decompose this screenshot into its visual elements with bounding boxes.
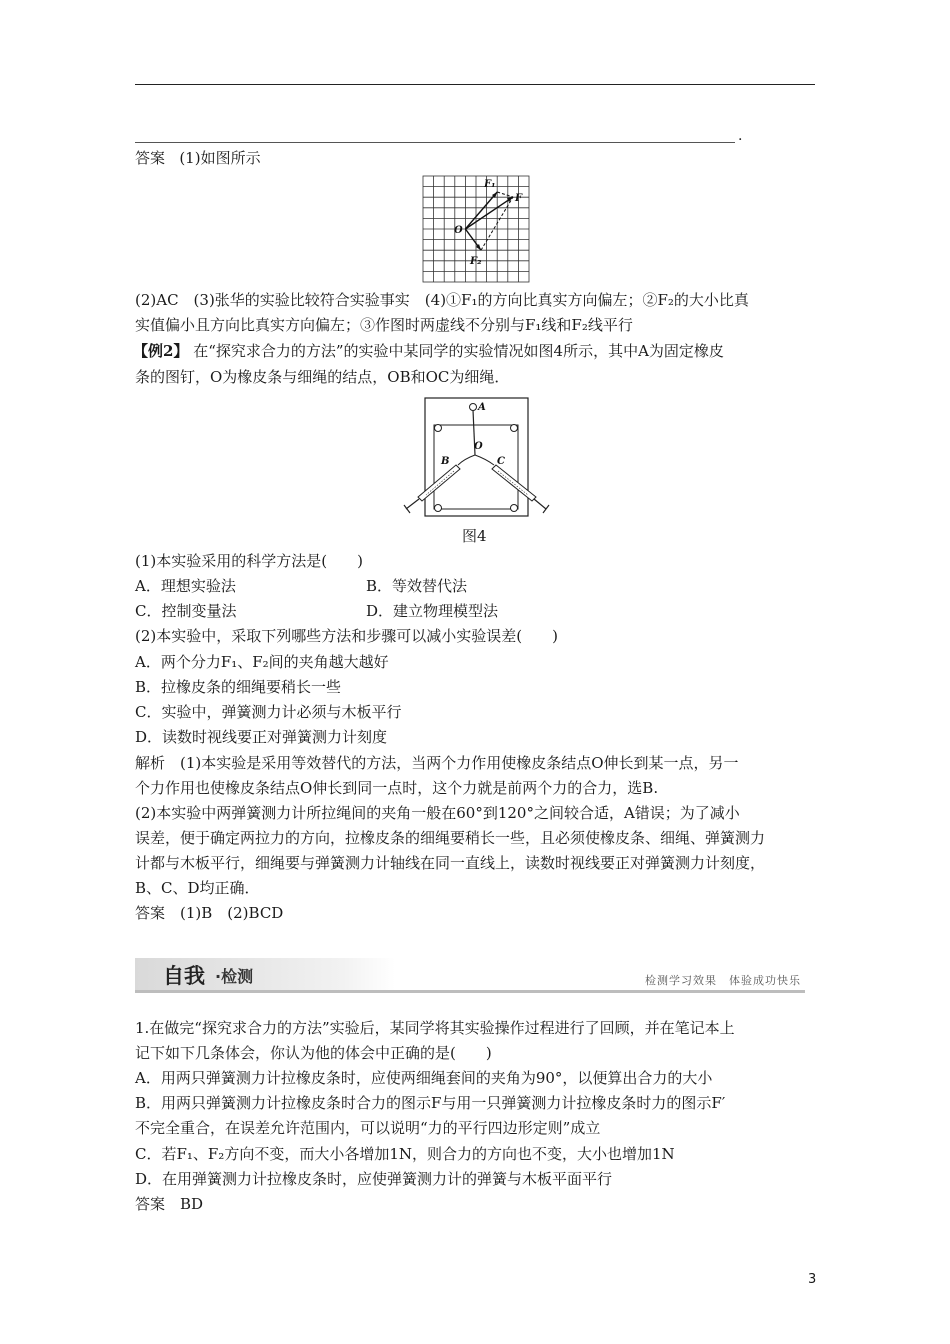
q1-row1	[135, 575, 468, 597]
answer2-line: 答案 (1)B (2)BCD	[135, 904, 284, 922]
exercise1-option-D: D．在用弹簧测力计拉橡皮条时，应使弹簧测力计的弹簧与木板平面平行	[135, 1170, 613, 1188]
page-number: 3	[808, 1272, 817, 1287]
example2-line1	[133, 340, 724, 362]
q1-option-D: D．建立物理模型法	[366, 602, 499, 620]
label-O4: O	[474, 441, 483, 452]
exercise1-line2: 记下如下几条体会，你认为他的体会中正确的是( )	[135, 1044, 492, 1062]
label-F: F	[515, 193, 523, 204]
label-A: A	[478, 402, 486, 413]
answer-blank-line	[135, 142, 735, 143]
experiment-board-figure	[398, 397, 558, 517]
analysis-line3: (2)本实验中两弹簧测力计所拉绳间的夹角一般在60°到120°之间较合适，A错误；为了减小	[135, 804, 740, 822]
exercise1-answer: 答案 BD	[135, 1195, 204, 1213]
example2-line2: 条的图钉，O为橡皮条与细绳的结点，OB和OC为细绳．	[135, 368, 510, 386]
section-underline	[135, 990, 805, 993]
section-title: 自我	[163, 964, 205, 988]
pin-tl	[435, 425, 442, 432]
blank-end-dot: .	[738, 128, 743, 144]
example2-tag: 【例2】	[133, 342, 189, 360]
pin-bl	[435, 505, 442, 512]
analysis-line6: B、C、D均正确．	[135, 879, 260, 897]
exercise1-line1: 1.在做完“探究求合力的方法”实验后，某同学将其实验操作过程进行了回顾，并在笔记本上	[135, 1019, 735, 1037]
answer1-line	[135, 147, 261, 169]
label-F2: F₂	[470, 256, 482, 267]
q2-option-A: A．两个分力F₁、F₂间的夹角越大越好	[135, 653, 389, 671]
analysis-line4: 误差，便于确定两拉力的方向，拉橡皮条的细绳要稍长一些，且必须使橡皮条、细绳、弹簧测力	[135, 829, 766, 847]
exercise1-option-A: A．用两只弹簧测力计拉橡皮条时，应使两细绳套间的夹角为90°，以便算出合力的大小	[135, 1069, 713, 1087]
exercise1-option-B1: B．用两只弹簧测力计拉橡皮条时合力的图示F与用一只弹簧测力计拉橡皮条时力的图示F′	[135, 1094, 726, 1112]
q2-option-C: C．实验中，弹簧测力计必须与木板平行	[135, 703, 402, 721]
exercise1-option-C: C．若F₁、F₂方向不变，而大小各增加1N，则合力的方向也不变，大小也增加1N	[135, 1145, 675, 1163]
q1-option-C: C．控制变量法	[135, 602, 237, 620]
label-C: C	[497, 456, 505, 467]
self-check-section-header	[135, 958, 815, 998]
q1-row2	[135, 600, 499, 622]
force-vectors	[465, 192, 513, 250]
q1-option-A: A．理想实验法	[135, 577, 236, 595]
label-F1: F₁	[484, 179, 496, 190]
spring-scale-right	[492, 465, 549, 513]
paper	[434, 425, 518, 509]
spring-scale-left	[404, 465, 460, 513]
header-rule	[135, 84, 815, 85]
pin-A	[470, 404, 477, 411]
section-subtitle: ·检测	[215, 967, 254, 986]
label-B: B	[441, 456, 450, 467]
section-slogan: 检测学习效果 体验成功快乐	[645, 974, 801, 987]
answer-label: 答案	[135, 149, 166, 167]
string-OC	[475, 455, 494, 465]
analysis-line5: 计都与木板平行，细绳要与弹簧测力计轴线在同一直线上，读数时视线要正对弹簧测力计刻度，	[135, 854, 766, 872]
q1-option-B: B．等效替代法	[366, 577, 468, 595]
pin-br	[511, 505, 518, 512]
q2-option-D: D．读数时视线要正对弹簧测力计刻度	[135, 728, 388, 746]
figure4-caption: 图4	[462, 527, 487, 545]
q2-stem: (2)本实验中，采取下列哪些方法和步骤可以减小实验误差( )	[135, 627, 558, 645]
answer1-rest-line2: 实值偏小且方向比真实方向偏左；③作图时两虚线不分别与F₁线和F₂线平行	[135, 316, 633, 334]
dashed-1	[497, 192, 513, 197]
label-O: O	[454, 225, 463, 236]
analysis-line2: 个力作用也使橡皮条结点O伸长到同一点时，这个力就是前两个力的合力，选B.	[135, 779, 659, 797]
exercise1-option-B2: 不完全重合，在误差允许范围内，可以说明“力的平行四边形定则”成立	[135, 1119, 601, 1137]
q2-option-B: B．拉橡皮条的细绳要稍长一些	[135, 678, 342, 696]
pin-tr	[511, 425, 518, 432]
answer1-part1: (1)如图所示	[179, 149, 261, 167]
string-OB	[458, 455, 475, 465]
answer1-rest-line1: (2)AC (3)张华的实验比较符合实验事实 (4)①F₁的方向比真实方向偏左；②F₂的大小比真	[135, 291, 749, 309]
example2-text1: 在“探究求合力的方法”的实验中某同学的实验情况如图4所示，其中A为固定橡皮	[193, 342, 724, 360]
q1-stem: (1)本实验采用的科学方法是( )	[135, 552, 363, 570]
force-grid-figure	[422, 175, 530, 283]
analysis-line1: 解析 (1)本实验是采用等效替代的方法，当两个力作用使橡皮条结点O伸长到某一点，另一	[135, 754, 739, 772]
